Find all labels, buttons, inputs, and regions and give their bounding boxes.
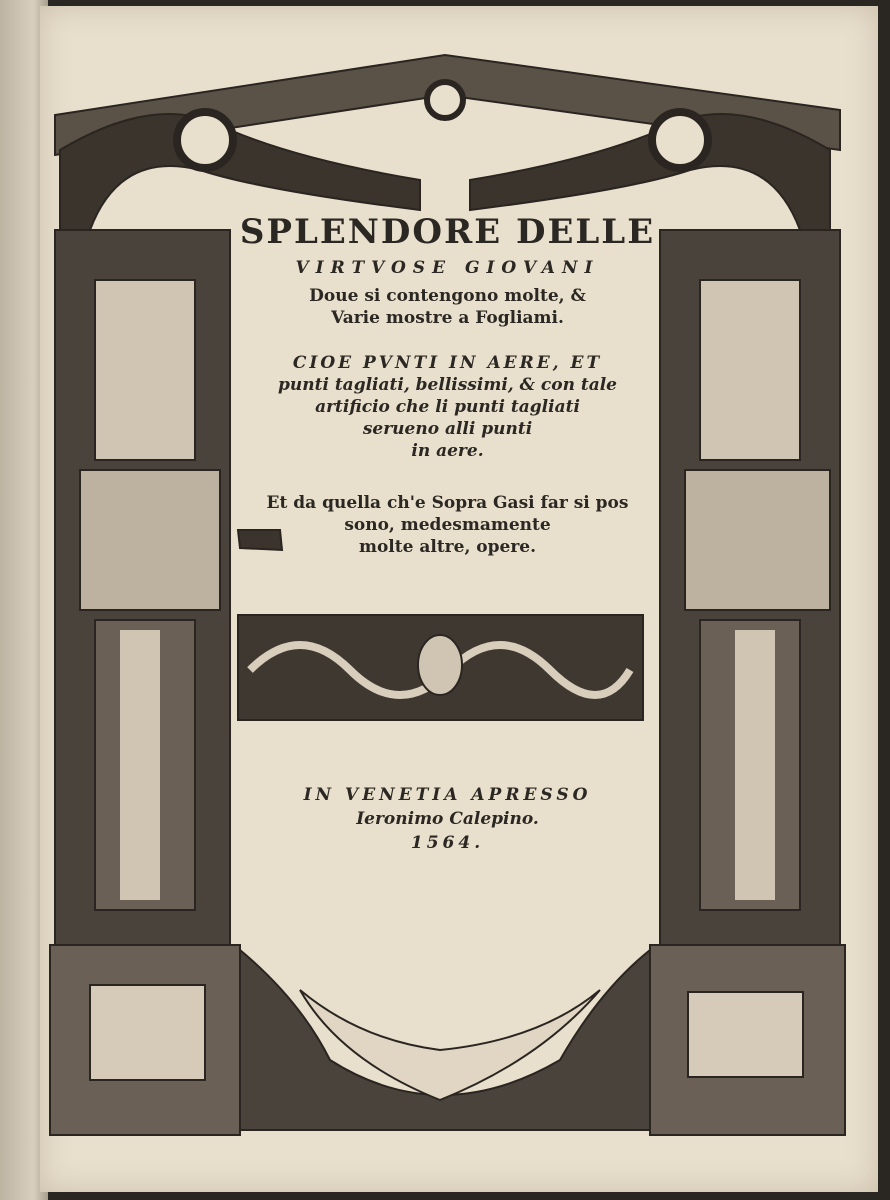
text-line: Et da quella ch'e Sopra Gasi far si pos — [266, 493, 629, 513]
volute-left — [177, 112, 233, 168]
text-line: artificio che li punti tagliati — [315, 397, 580, 417]
description-block-2 — [235, 352, 660, 462]
text-line: CIOE PVNTI IN AERE, ET — [292, 353, 603, 373]
description-block-1 — [235, 285, 660, 329]
text-line: Doue si contengono molte, & — [309, 286, 586, 306]
text-line: Varie mostre a Fogliami. — [331, 308, 564, 328]
imprint-place: IN VENETIA APRESSO — [303, 785, 592, 805]
book-title: SPLENDORE DELLE — [239, 212, 656, 252]
text-line: punti tagliati, bellissimi, & con tale — [277, 375, 617, 395]
description-block-3 — [235, 492, 660, 558]
text-line: in aere. — [411, 441, 484, 461]
volute-right — [652, 112, 708, 168]
drapery — [240, 950, 650, 1130]
crest — [427, 82, 463, 118]
imprint-year: 1564. — [410, 833, 485, 853]
text-line: molte altre, opere. — [358, 537, 537, 557]
imprint — [235, 783, 660, 855]
text-line: sono, medesmamente — [344, 515, 551, 535]
imprint-printer: Ieronimo Calepino. — [356, 809, 539, 829]
book-subtitle: VIRTVOSE GIOVANI — [295, 258, 600, 278]
text-line: serueno alli punti — [362, 419, 533, 439]
